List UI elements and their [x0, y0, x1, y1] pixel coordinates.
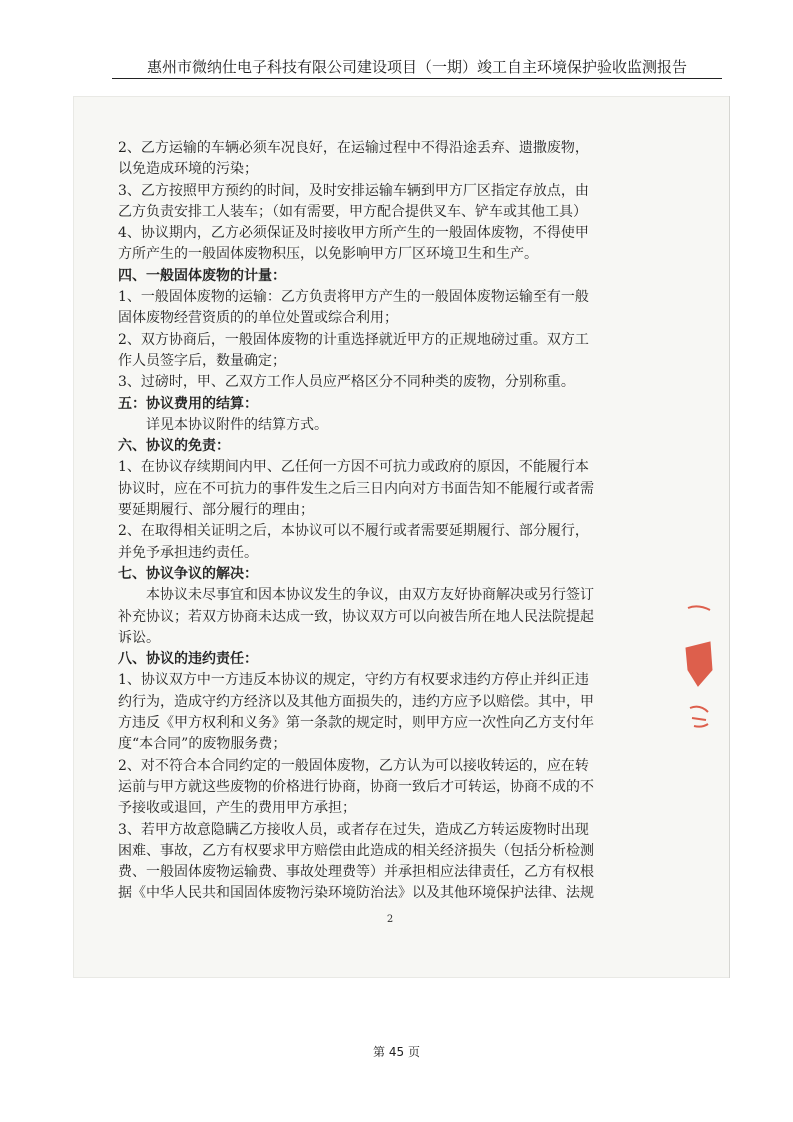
contract-text-line: 2、乙方运输的车辆必须车况良好，在运输过程中不得沿途丢弃、遗撒废物， [118, 140, 589, 156]
contract-text-line: 详见本协议附件的结算方式。 [146, 416, 328, 433]
report-header-title: 惠州市微纳仕电子科技有限公司建设项目（一期）竣工自主环境保护验收监测报告 [146, 58, 687, 76]
contract-text-line: 据《中华人民共和国固体废物污染环境防治法》以及其他环境保护法律、法规 [118, 885, 594, 902]
contract-text-line: 固体废物经营资质的的单位处置或综合利用； [118, 310, 398, 327]
contract-text-line: 方违反《甲方权利和义务》第一条款的规定时，则甲方应一次性向乙方支付年 [118, 715, 594, 732]
contract-text-line: 协议时，应在不可抗力的事件发生之后三日内向对方书面告知不能履行或者需 [118, 480, 594, 497]
section-heading: 五：协议费用的结算： [118, 395, 258, 412]
contract-text-line: 3、若甲方故意隐瞒乙方接收人员，或者存在过失，造成乙方转运废物时出现 [118, 821, 589, 838]
contract-text-line: 度“本合同”的废物服务费； [118, 736, 287, 753]
contract-text-line: 乙方负责安排工人装车；（如有需要，甲方配合提供叉车、铲车或其他工具） [118, 203, 587, 220]
section-heading: 六、协议的免责： [118, 438, 230, 455]
contract-text-line: 费、一般固体废物运输费、事故处理费等）并承担相应法律责任，乙方有权根 [118, 864, 594, 881]
contract-text-line: 3、过磅时，甲、乙双方工作人员应严格区分不同种类的废物，分别称重。 [118, 374, 575, 391]
contract-text-line: 本协议未尽事宜和因本协议发生的争议，由双方友好协商解决或另行签订 [146, 587, 594, 604]
contract-text-line: 要延期履行、部分履行的理由； [118, 502, 314, 519]
contract-text-line: 运前与甲方就这些废物的价格进行协商，协商一致后才可转运，协商不成的不 [118, 778, 594, 795]
contract-page-number: 2 [386, 914, 394, 925]
contract-text-line: 3、乙方按照甲方预约的时间，及时安排运输车辆到甲方厂区指定存放点，由 [118, 182, 589, 199]
contract-text-line: 诉讼。 [118, 629, 160, 646]
contract-text-line: 困难、事故，乙方有权要求甲方赔偿由此造成的相关经济损失（包括分析检测 [118, 842, 594, 859]
contract-text-line: 约行为，造成守约方经济以及其他方面损失的，违约方应予以赔偿。其中，甲 [118, 693, 594, 710]
contract-text-line: 1、一般固体废物的运输：乙方负责将甲方产生的一般固体废物运输至有一般 [118, 289, 589, 306]
contract-text-line: 方所产生的一般固体废物积压，以免影响甲方厂区环境卫生和生产。 [118, 246, 538, 263]
section-heading: 七、协议争议的解决： [118, 565, 258, 582]
contract-text-line: 以免造成环境的污染； [118, 161, 258, 178]
contract-text-line: 4、协议期内，乙方必须保证及时接收甲方所产生的一般固体废物，不得使甲 [118, 225, 589, 242]
page-footer-number: 第 45 页 [373, 1045, 420, 1059]
contract-text-line: 作人员签字后，数量确定； [118, 352, 286, 369]
contract-text-line: 1、在协议存续期间内甲、乙任何一方因不可抗力或政府的原因，不能履行本 [118, 459, 589, 476]
contract-text-line: 1、协议双方中一方违反本协议的规定，守约方有权要求违约方停止并纠正违 [118, 672, 589, 689]
red-seal-stamp [684, 600, 714, 740]
contract-text-line: 予接收或退回，产生的费用甲方承担； [118, 800, 356, 817]
contract-text-line: 2、双方协商后，一般固体废物的计重选择就近甲方的正规地磅过重。双方工 [118, 331, 589, 348]
scan-edge [729, 96, 730, 978]
contract-text-line: 2、对不符合本合同约定的一般固体废物，乙方认为可以接收转运的，应在转 [118, 757, 589, 774]
contract-text-body [118, 138, 666, 905]
contract-text-line: 补充协议；若双方协商未达成一致，协议双方可以向被告所在地人民法院提起 [118, 608, 594, 625]
contract-text-line: 并免予承担违约责任。 [118, 544, 258, 561]
section-heading: 八、协议的违约责任： [118, 651, 258, 668]
header-divider [112, 78, 722, 79]
contract-text-line: 2、在取得相关证明之后，本协议可以不履行或者需要延期履行、部分履行， [118, 523, 589, 540]
section-heading: 四、一般固体废物的计量： [118, 267, 286, 284]
